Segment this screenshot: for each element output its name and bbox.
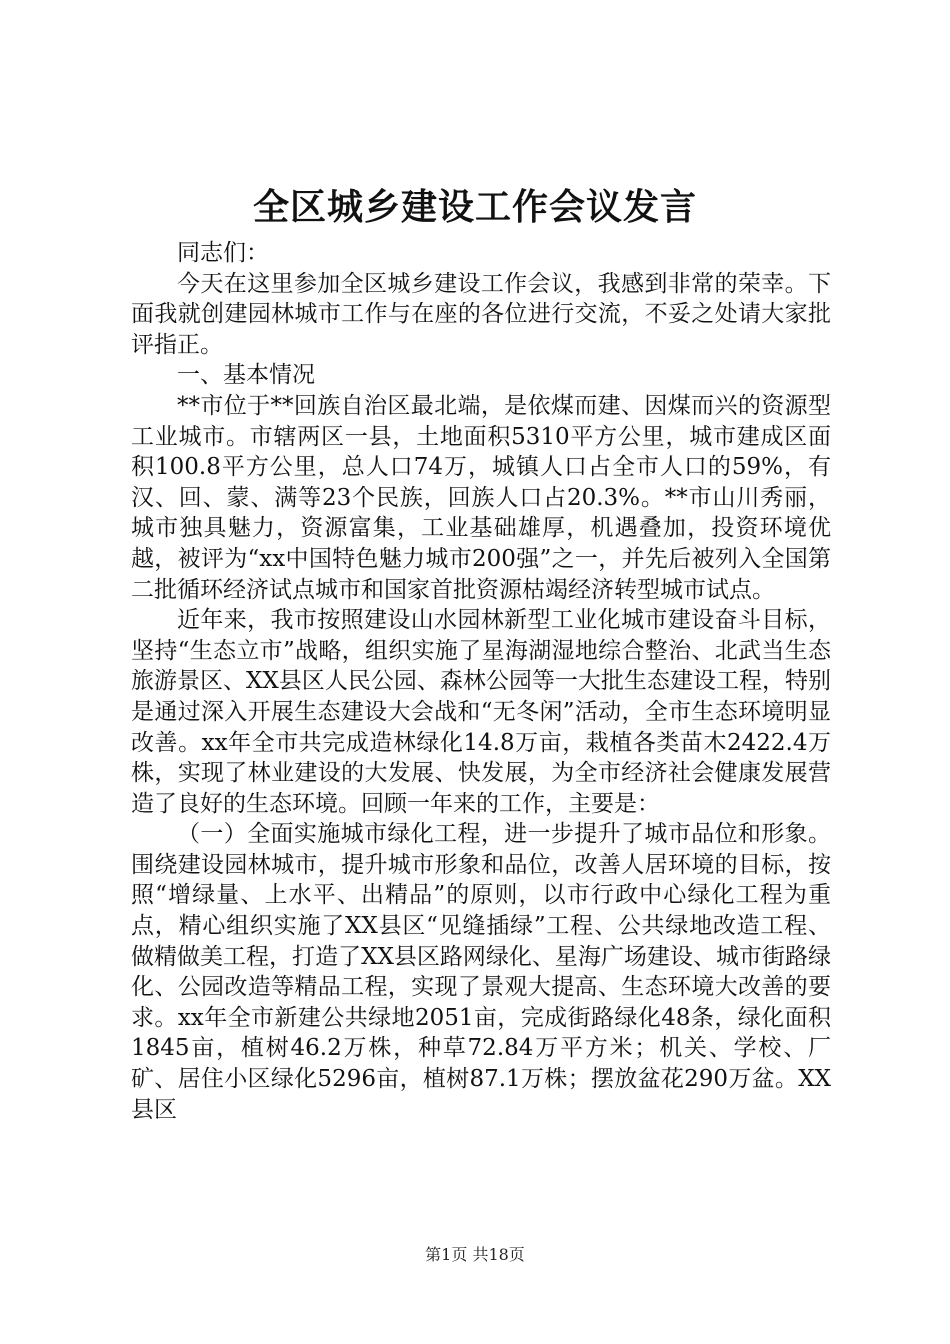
section-heading-basic-situation: 一、基本情况 xyxy=(177,362,315,389)
document-title: 全区城乡建设工作会议发言 xyxy=(252,186,697,228)
paragraph-city-overview: **市位于**回族自治区最北端，是依煤而建、因煤而兴的资源型工业城市。市辖两区一县，土地面积5310平方公里，城市建成区面积100.8平方公里，总人口74万，城镇人口占全市人口的59%，有汉、回、蒙、满等23个民族，回族人口占20.3%。**市山川秀丽，城市独具魅力，资源富集，工业基础雄厚，机遇叠加，投资环境优越，被评为“xx中国特色魅力城市200强”之一，并先后被列入全国第二批循环经济试点城市和国家首批资源枯竭经济转型城市试点。 xyxy=(131,392,831,603)
paragraph-greening-project: （一）全面实施城市绿化工程，进一步提升了城市品位和形象。围绕建设园林城市，提升城市形象和品位，改善人居环境的目标，按照“增绿量、上水平、出精品”的原则，以市行政中心绿化工程为重点，精心组织实施了XX县区“见缝插绿”工程、公共绿地改造工程、做精做美工程，打造了XX县区路网绿化、星海广场建设、城市街路绿化、公园改造等精品工程，实现了景观大提高、生态环境大改善的要求。xx年全市新建公共绿地2051亩，完成街路绿化48条，绿化面积1845亩，植树46.2万株，种草72.84万平方米；机关、学校、厂矿、居住小区绿化5296亩，植树87.1万株；摆放盆花290万盆。XX县区 xyxy=(131,821,831,1123)
paragraph-recent-years: 近年来，我市按照建设山水园林新型工业化城市建设奋斗目标，坚持“生态立市”战略，组织实施了星海湖湿地综合整治、北武当生态旅游景区、XX县区人民公园、森林公园等一大批生态建设工程，特别是通过深入开展生态建设大会战和“无冬闲”活动，全市生态环境明显改善。xx年全市共完成造林绿化14.8万亩，栽植各类苗木2422.4万株，实现了林业建设的大发展、快发展，为全市经济社会健康发展营造了良好的生态环境。回顾一年来的工作，主要是： xyxy=(131,607,831,817)
document-body xyxy=(131,238,831,1125)
page-number-footer: 第1页 共18页 xyxy=(425,1245,525,1264)
paragraph-intro: 今天在这里参加全区城乡建设工作会议，我感到非常的荣幸。下面我就创建园林城市工作与在座的各位进行交流，不妥之处请大家批评指正。 xyxy=(131,270,831,358)
paragraph-salutation: 同志们： xyxy=(177,240,269,266)
